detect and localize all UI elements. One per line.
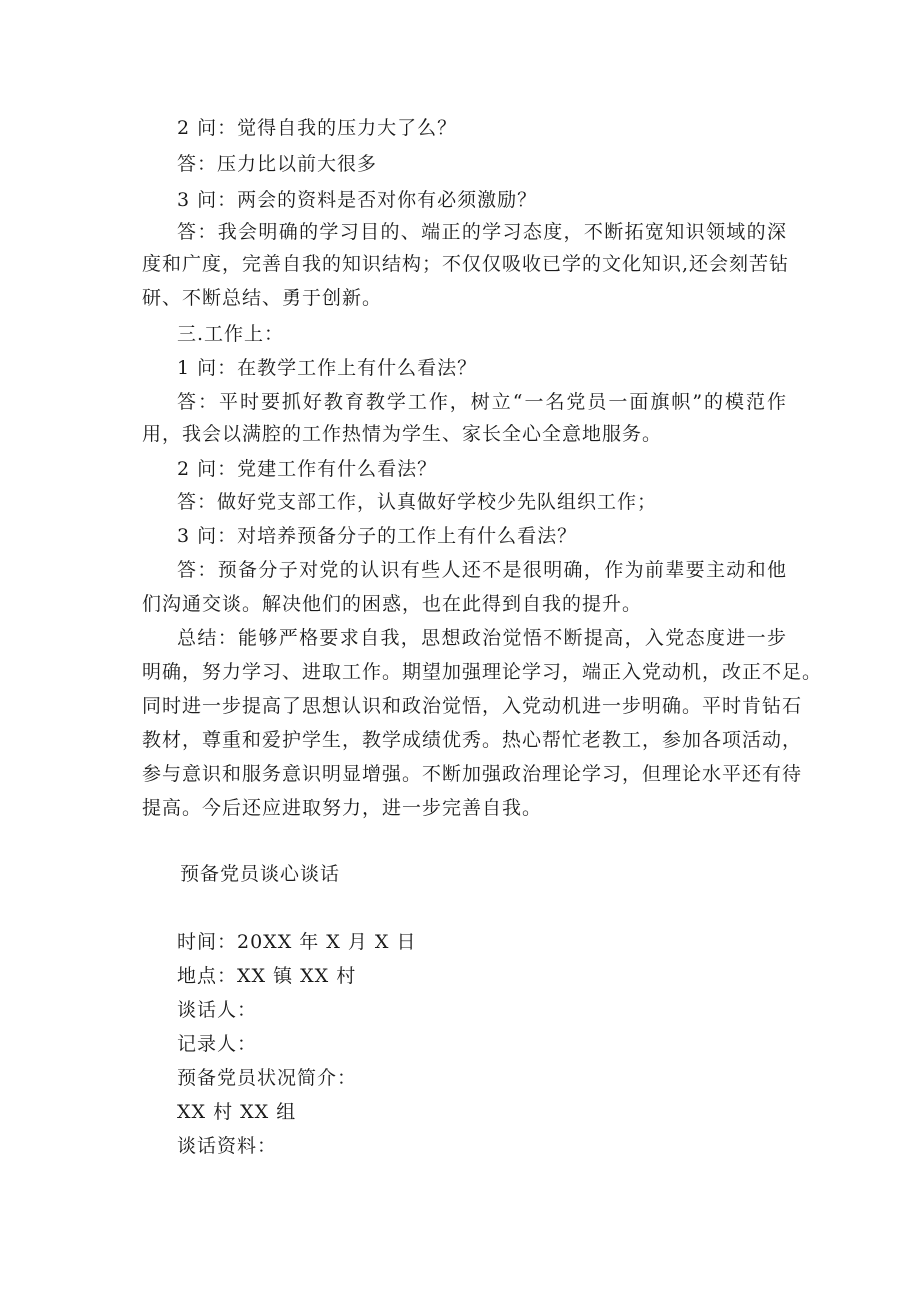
answer-line: 答：我会明确的学习目的、端正的学习态度，不断拓宽知识领域的深 <box>177 221 787 243</box>
meta-time: 时间：20XX 年 X 月 X 日 <box>177 931 417 953</box>
meta-member-intro: 预备党员状况简介： <box>177 1067 358 1089</box>
section-heading-work: 三.工作上： <box>177 323 285 345</box>
meta-recorder: 记录人： <box>177 1033 258 1055</box>
section-title: 预备党员谈心谈话 <box>180 863 341 885</box>
meta-village-group: XX 村 XX 组 <box>177 1101 297 1123</box>
answer-line: 研、不断总结、勇于创新。 <box>142 287 383 309</box>
answer-line: 答：预备分子对党的认识有些人还不是很明确，作为前辈要主动和他 <box>177 559 787 581</box>
question-line: 3 问：对培养预备分子的工作上有什么看法？ <box>177 525 578 547</box>
question-line: 1 问：在教学工作上有什么看法？ <box>177 357 478 379</box>
question-line: 3 问：两会的资料是否对你有必须激励？ <box>177 189 538 211</box>
answer-line: 度和广度，完善自我的知识结构；不仅仅吸收已学的文化知识,还会刻苦钻 <box>142 253 790 275</box>
answer-line: 们沟通交谈。解决他们的困惑，也在此得到自我的提升。 <box>142 593 643 615</box>
meta-speaker: 谈话人： <box>177 999 258 1021</box>
answer-line: 答：平时要抓好教育教学工作，树立“一名党员一面旗帜”的模范作 <box>177 391 787 413</box>
summary-line: 参与意识和服务意识明显增强。不断加强政治理论学习，但理论水平还有待 <box>142 763 803 785</box>
summary-line: 明确，努力学习、进取工作。期望加强理论学习，端正入党动机，改正不足。 <box>142 661 823 683</box>
question-line: 2 问：觉得自我的压力大了么？ <box>177 117 458 139</box>
meta-location: 地点：XX 镇 XX 村 <box>177 965 357 987</box>
answer-line: 用，我会以满腔的工作热情为学生、家长全心全意地服务。 <box>142 423 663 445</box>
summary-line: 总结：能够严格要求自我，思想政治觉悟不断提高，入党态度进一步 <box>177 627 787 649</box>
summary-line: 提高。今后还应进取努力，进一步完善自我。 <box>142 797 543 819</box>
answer-line: 答：压力比以前大很多 <box>177 153 378 175</box>
summary-line: 同时进一步提高了思想认识和政治觉悟，入党动机进一步明确。平时肯钻石 <box>142 695 803 717</box>
meta-talk-content: 谈话资料： <box>177 1135 278 1157</box>
answer-line: 答：做好党支部工作，认真做好学校少先队组织工作； <box>177 491 658 513</box>
question-line: 2 问：党建工作有什么看法？ <box>177 458 438 480</box>
summary-line: 教材，尊重和爱护学生，教学成绩优秀。热心帮忙老教工，参加各项活动， <box>142 729 803 751</box>
